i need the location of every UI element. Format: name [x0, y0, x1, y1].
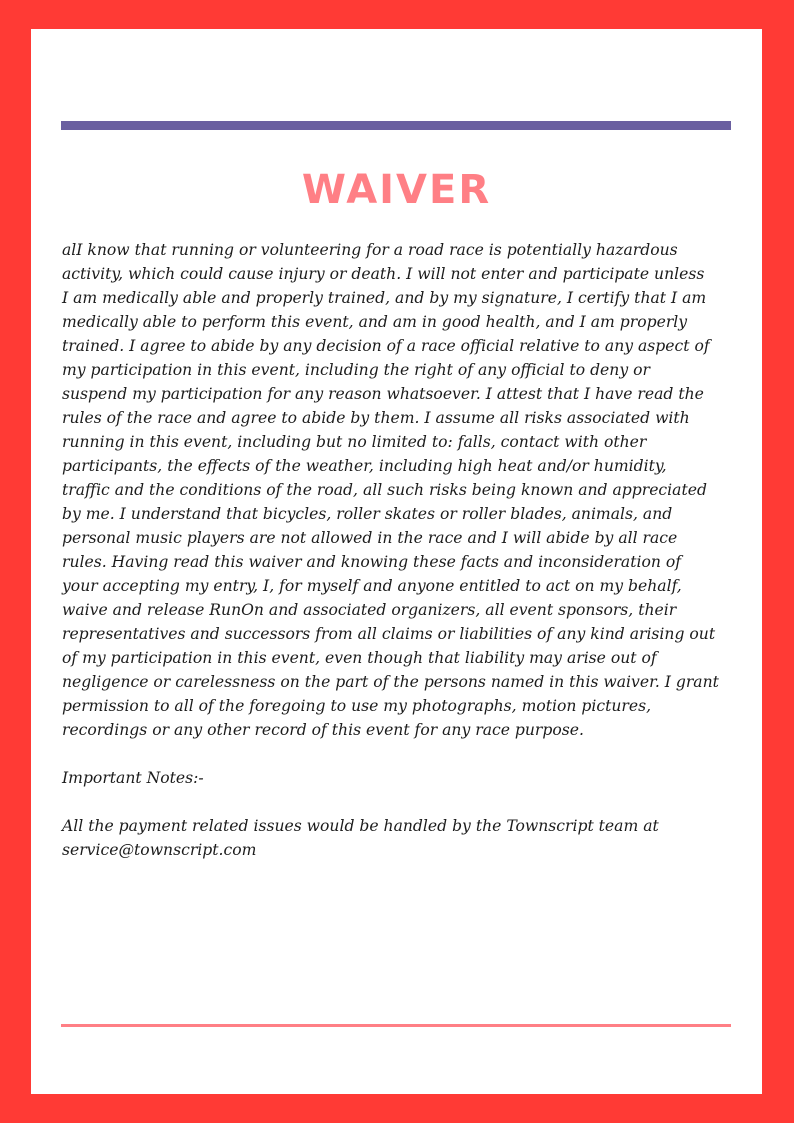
waiver-paragraph: [62, 238, 738, 742]
paragraph-line: negligence or carelessness on the part of the persons named in this waiver. I grant: [62, 673, 719, 691]
waiver-page: [31, 29, 762, 1094]
notes-email[interactable]: service@townscript.com: [62, 841, 257, 859]
paragraph-line: I am medically able and properly trained, and by my signature, I certify that I am: [62, 289, 707, 307]
paragraph-line: recordings or any other record of this event for any race purpose.: [62, 721, 584, 739]
top-accent-bar: [61, 121, 731, 130]
paragraph-line: activity, which could cause injury or death. I will not enter and participate unless: [62, 265, 705, 283]
notes-heading: Important Notes:-: [62, 769, 204, 787]
paragraph-line: trained. I agree to abide by any decision of a race official relative to any aspect of: [62, 337, 710, 355]
spacer: [62, 742, 738, 766]
waiver-body: [62, 238, 738, 862]
paragraph-line: of my participation in this event, even though that liability may arise out of: [62, 649, 657, 667]
paragraph-line: personal music players are not allowed in the race and I will abide by all race: [62, 529, 678, 547]
paragraph-line: rules of the race and agree to abide by them. I assume all risks associated with: [62, 409, 690, 427]
paragraph-line: representatives and successors from all claims or liabilities of any kind arising out: [62, 625, 716, 643]
paragraph-line: by me. I understand that bicycles, roller skates or roller blades, animals, and: [62, 505, 673, 523]
paragraph-line: your accepting my entry, I, for myself and anyone entitled to act on my behalf,: [62, 577, 682, 595]
paragraph-line: alI know that running or volunteering for a road race is potentially hazardous: [62, 241, 678, 259]
paragraph-line: medically able to perform this event, and am in good health, and I am properly: [62, 313, 688, 331]
paragraph-line: waive and release RunOn and associated organizers, all event sponsors, their: [62, 601, 677, 619]
paragraph-line: my participation in this event, including the right of any official to deny or: [62, 361, 650, 379]
page-title: WAIVER: [301, 167, 492, 213]
paragraph-line: suspend my participation for any reason whatsoever. I attest that I have read the: [62, 385, 704, 403]
notes-line: All the payment related issues would be handled by the Townscript team at: [62, 817, 659, 835]
paragraph-line: participants, the effects of the weather, including high heat and/or humidity,: [62, 457, 667, 475]
bottom-rule: [61, 1024, 731, 1027]
paragraph-line: traffic and the conditions of the road, all such risks being known and appreciated: [62, 481, 707, 499]
paragraph-line: rules. Having read this waiver and knowing these facts and inconsideration of: [62, 553, 682, 571]
paragraph-line: permission to all of the foregoing to use my photographs, motion pictures,: [62, 697, 652, 715]
spacer: [62, 790, 738, 814]
paragraph-line: running in this event, including but no limited to: falls, contact with other: [62, 433, 647, 451]
